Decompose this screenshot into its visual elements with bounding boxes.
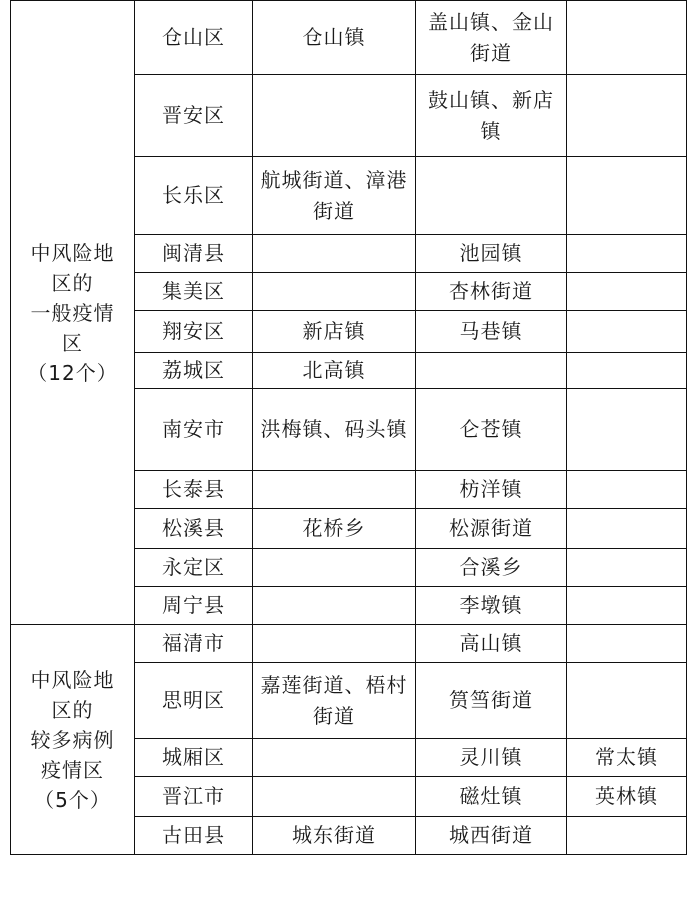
town-cell-col2: 新店镇 (253, 311, 416, 353)
town-cell-col2 (253, 549, 416, 587)
town-cell-col3: 池园镇 (416, 235, 567, 273)
district-cell: 思明区 (135, 663, 253, 739)
town-cell-col2 (253, 739, 416, 777)
town-cell-col2: 航城街道、漳港街道 (253, 157, 416, 235)
district-cell: 晋江市 (135, 777, 253, 817)
district-cell: 城厢区 (135, 739, 253, 777)
town-cell-col2 (253, 777, 416, 817)
town-cell-col2: 城东街道 (253, 817, 416, 855)
town-cell-col4: 英林镇 (567, 777, 687, 817)
category-label-line: 较多病例 (30, 727, 115, 752)
town-cell-col4 (567, 311, 687, 353)
town-cell-col2: 花桥乡 (253, 509, 416, 549)
town-cell-col2 (253, 235, 416, 273)
category-label-line: 区的 (51, 697, 94, 722)
town-cell-col2: 北高镇 (253, 353, 416, 389)
town-cell-col2 (253, 587, 416, 625)
town-cell-col3: 杏林街道 (416, 273, 567, 311)
category-label-line: 疫情区 (41, 757, 104, 782)
category-label-line: （5个） (34, 787, 111, 812)
district-cell: 晋安区 (135, 75, 253, 157)
town-cell-col2 (253, 471, 416, 509)
category-label-line: （12个） (27, 360, 118, 385)
table-row (11, 625, 687, 663)
town-cell-col2: 仓山镇 (253, 1, 416, 75)
district-cell: 荔城区 (135, 353, 253, 389)
town-cell-col4 (567, 157, 687, 235)
district-cell: 周宁县 (135, 587, 253, 625)
town-cell-col3: 城西街道 (416, 817, 567, 855)
district-cell: 集美区 (135, 273, 253, 311)
town-cell-col3: 磁灶镇 (416, 777, 567, 817)
category-label-line: 一般疫情 (30, 300, 115, 325)
district-cell: 福清市 (135, 625, 253, 663)
town-cell-col4 (567, 663, 687, 739)
town-cell-col3: 高山镇 (416, 625, 567, 663)
district-cell: 松溪县 (135, 509, 253, 549)
town-cell-col3: 盖山镇、金山街道 (416, 1, 567, 75)
town-cell-col3: 筼筜街道 (416, 663, 567, 739)
category-cell-many-cases (11, 625, 135, 855)
town-cell-col4 (567, 235, 687, 273)
town-cell-col4: 常太镇 (567, 739, 687, 777)
category-label-line: 区的 (51, 270, 94, 295)
town-cell-col4 (567, 549, 687, 587)
town-cell-col3 (416, 157, 567, 235)
category-label-line: 中风险地 (30, 667, 115, 692)
town-cell-col3: 鼓山镇、新店镇 (416, 75, 567, 157)
town-cell-col2 (253, 625, 416, 663)
town-cell-col4 (567, 625, 687, 663)
district-cell: 南安市 (135, 389, 253, 471)
district-cell: 古田县 (135, 817, 253, 855)
district-cell: 闽清县 (135, 235, 253, 273)
district-cell: 翔安区 (135, 311, 253, 353)
category-cell-general (11, 1, 135, 625)
town-cell-col2 (253, 273, 416, 311)
town-cell-col4 (567, 817, 687, 855)
town-cell-col4 (567, 389, 687, 471)
town-cell-col4 (567, 1, 687, 75)
town-cell-col4 (567, 75, 687, 157)
town-cell-col4 (567, 353, 687, 389)
district-cell: 永定区 (135, 549, 253, 587)
district-cell: 长泰县 (135, 471, 253, 509)
town-cell-col3: 合溪乡 (416, 549, 567, 587)
town-cell-col4 (567, 273, 687, 311)
district-cell: 仓山区 (135, 1, 253, 75)
district-cell: 长乐区 (135, 157, 253, 235)
town-cell-col3: 灵川镇 (416, 739, 567, 777)
town-cell-col3 (416, 353, 567, 389)
town-cell-col4 (567, 471, 687, 509)
category-label-line: 中风险地 (30, 240, 115, 265)
town-cell-col3: 枋洋镇 (416, 471, 567, 509)
town-cell-col2: 洪梅镇、码头镇 (253, 389, 416, 471)
town-cell-col3: 仑苍镇 (416, 389, 567, 471)
risk-area-table (10, 0, 687, 855)
town-cell-col3: 马巷镇 (416, 311, 567, 353)
town-cell-col2: 嘉莲街道、梧村街道 (253, 663, 416, 739)
town-cell-col4 (567, 509, 687, 549)
town-cell-col2 (253, 75, 416, 157)
category-label-line: 区 (62, 330, 83, 355)
town-cell-col3: 松源街道 (416, 509, 567, 549)
table-row (11, 1, 687, 75)
town-cell-col4 (567, 587, 687, 625)
town-cell-col3: 李墩镇 (416, 587, 567, 625)
